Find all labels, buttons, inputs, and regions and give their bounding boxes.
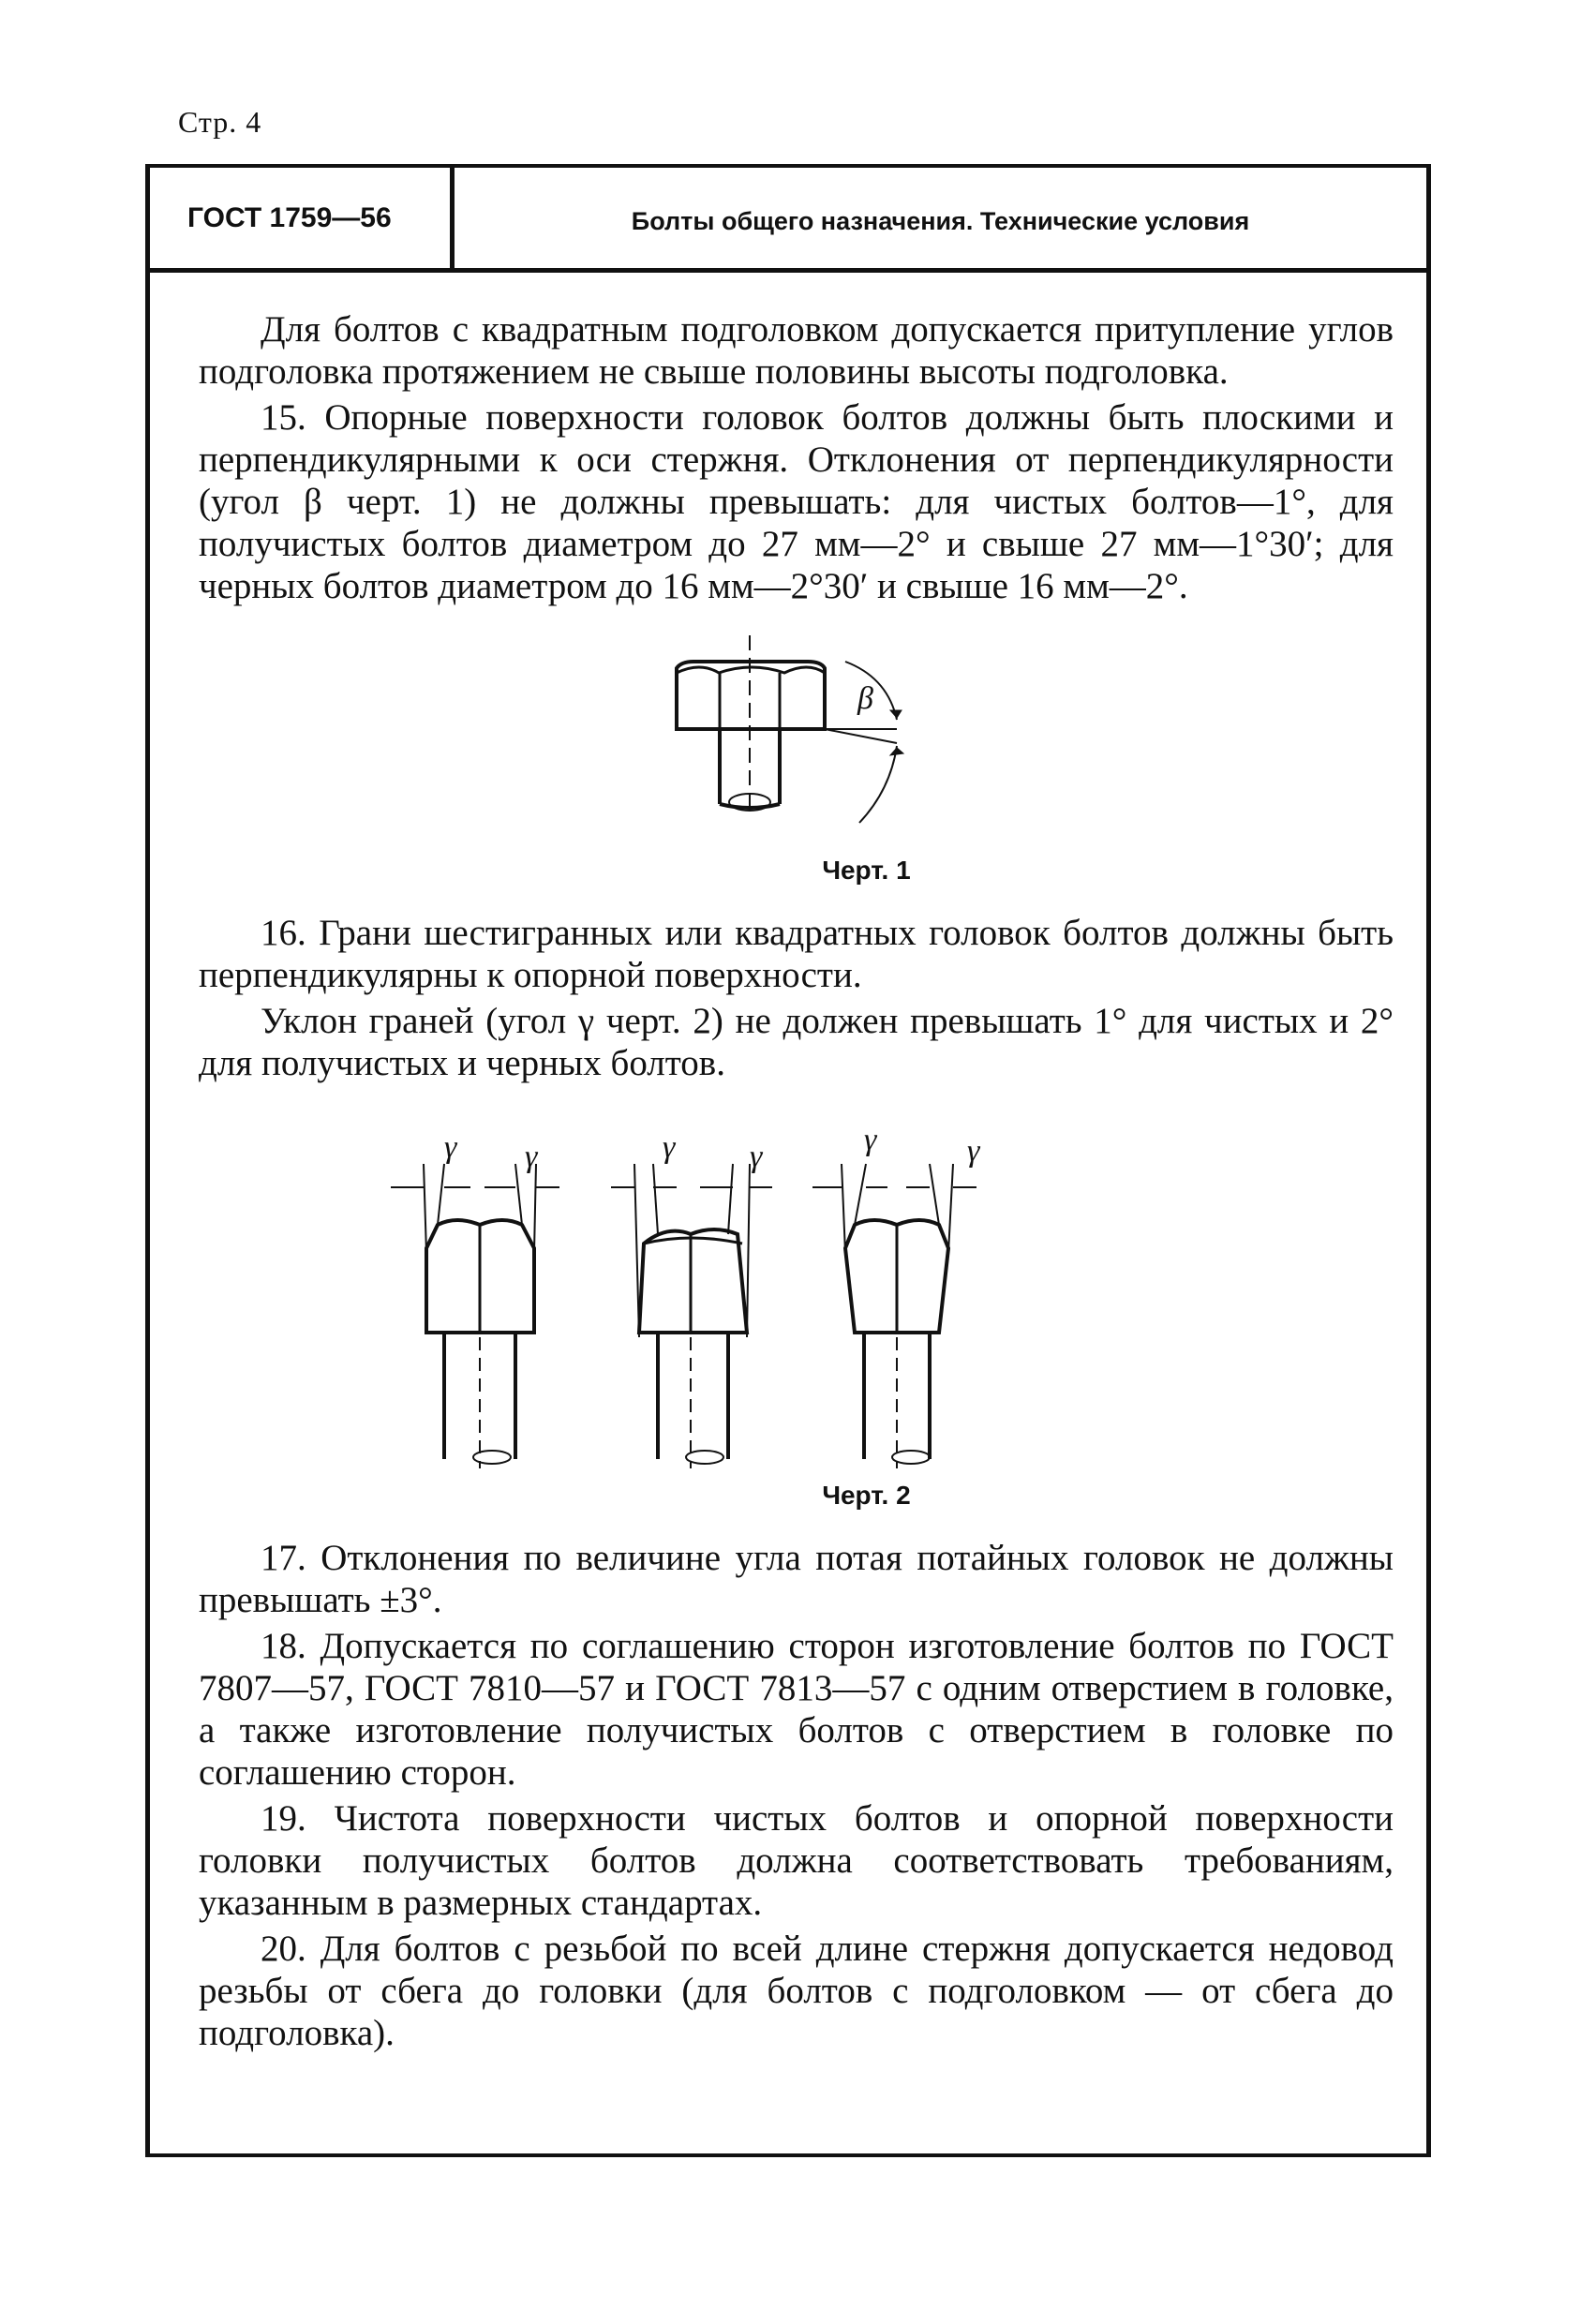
paragraph-16: 16. Грани шестигранных или квадратных головок болтов должны быть перпендикулярны к опорной поверхности. [199,913,1394,995]
gamma-label-3: γ [663,1130,676,1165]
bolt-drawing-1 [199,635,1394,843]
paragraph-17: 17. Отклонения по величине угла потая потайных головок не должны превышать ±3°. [199,1538,1394,1620]
paragraph-18: 18. Допускается по соглашению сторон изготовление болтов по ГОСТ 7807—57, ГОСТ 7810—57 и ГОСТ 7813—57 с одним отверстием в головке, а также изготовление получистых болтов с отверстием в головке по соглашению сторон. [199,1626,1394,1793]
paragraph-16-slope: Уклон граней (угол γ черт. 2) не должен превышать 1° для чистых и 2° для получистых и черных болтов. [199,1001,1394,1083]
paragraph-19: 19. Чистота поверхности чистых болтов и опорной поверхности головки получистых болтов должна соответствовать требованиям, указанным в размерных стандартах. [199,1798,1394,1923]
gamma-label-5: γ [864,1123,877,1157]
document-body [199,308,1394,2058]
gamma-label-2: γ [525,1140,538,1174]
document-frame [145,164,1431,2157]
figure-2 [199,1112,1394,1468]
page-number: Стр. 4 [178,105,262,139]
bolt-drawing-2 [199,1112,1394,1468]
paragraph-20: 20. Для болтов с резьбой по всей длине стержня допускается недовод резьбы от сбега до головки (для болтов с подголовком — от сбега до подголовка). [199,1929,1394,2053]
figure-1-caption: Черт. 1 [822,856,911,885]
standard-title: Болты общего назначения. Технические условия [631,207,1250,235]
gamma-label-1: γ [444,1130,457,1165]
document-header [150,168,1426,273]
figure-2-caption: Черт. 2 [822,1481,911,1510]
figure-1 [199,635,1394,843]
gamma-label-6: γ [967,1134,980,1169]
paragraph-14-continued: Для болтов с квадратным подголовком допускается притупление углов подголовка протяжением не свыше половины высоты подголовка. [199,309,1394,392]
beta-label: β [857,681,873,716]
standard-code: ГОСТ 1759—56 [150,168,455,268]
gamma-label-4: γ [750,1140,763,1174]
paragraph-15: 15. Опорные поверхности головок болтов должны быть плоскими и перпендикулярными к оси стержня. Отклонения от перпендикулярности (угол β черт. 1) не должны превышать: для чистых болтов—1°, для получистых болтов диаметром до 27 мм—2° и свыше 27 мм—1°30′; для черных болтов диаметром до 16 мм—2°30′ и свыше 16 мм—2°. [199,397,1394,606]
